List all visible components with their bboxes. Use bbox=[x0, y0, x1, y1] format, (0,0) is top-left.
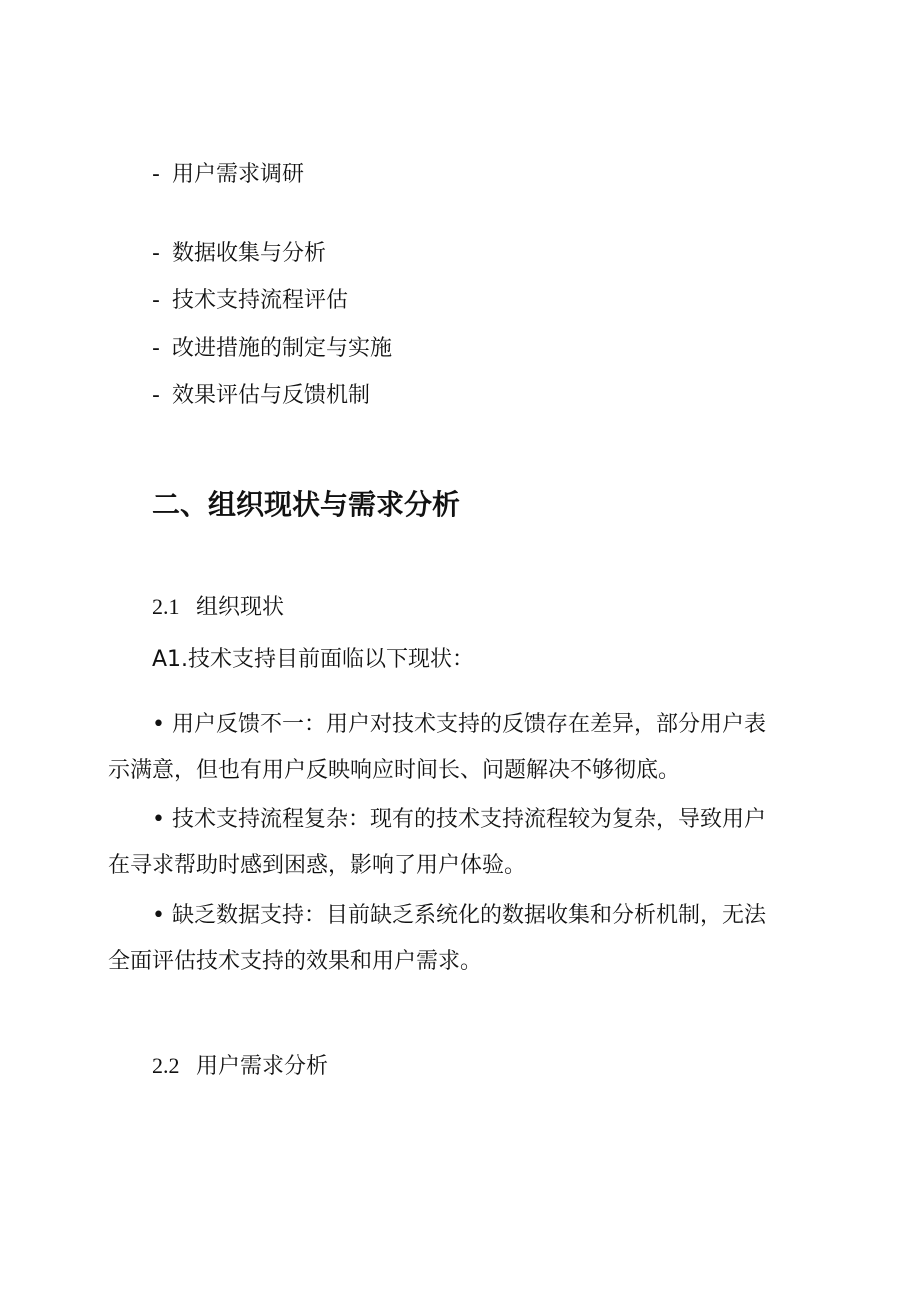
bullet-line: 在寻求帮助时感到困惑，影响了用户体验。 bbox=[108, 853, 527, 878]
bullet-paragraph bbox=[108, 893, 808, 985]
list-item bbox=[152, 286, 348, 316]
list-item bbox=[152, 239, 326, 269]
list-item-text: 数据收集与分析 bbox=[172, 241, 327, 266]
subsection-number: 2.1 bbox=[152, 594, 180, 619]
list-item-text: 用户需求调研 bbox=[172, 162, 305, 187]
bullet-line: 全面评估技术支持的效果和用户需求。 bbox=[108, 949, 483, 974]
bullet-line: 示满意，但也有用户反映响应时间长、问题解决不够彻底。 bbox=[108, 758, 681, 783]
list-item-text: 改进措施的制定与实施 bbox=[172, 336, 393, 361]
subsection-heading bbox=[152, 1051, 328, 1082]
bullet-paragraph bbox=[108, 702, 808, 794]
section-heading: 二、组织现状与需求分析 bbox=[152, 488, 461, 521]
list-item bbox=[152, 334, 392, 364]
list-item bbox=[152, 381, 370, 411]
subsection-number: 2.2 bbox=[152, 1053, 180, 1078]
bullet-paragraph bbox=[108, 797, 808, 889]
bullet-line: • 缺乏数据支持：目前缺乏系统化的数据收集和分析机制，无法 bbox=[152, 903, 766, 928]
list-marker: - bbox=[152, 383, 160, 408]
list-item-text: 技术支持流程评估 bbox=[172, 288, 349, 313]
list-marker: - bbox=[152, 336, 160, 361]
subsection-title: 用户需求分析 bbox=[196, 1054, 329, 1079]
bullet-line: • 技术支持流程复杂：现有的技术支持流程较为复杂，导致用户 bbox=[152, 807, 766, 832]
list-marker: - bbox=[152, 241, 160, 266]
bullet-line: • 用户反馈不一：用户对技术支持的反馈存在差异，部分用户表 bbox=[152, 712, 766, 737]
subsection-heading bbox=[152, 592, 284, 623]
list-marker: - bbox=[152, 162, 160, 187]
list-marker: - bbox=[152, 288, 160, 313]
subsection-title: 组织现状 bbox=[196, 595, 285, 620]
intro-line: A1.技术支持目前面临以下现状： bbox=[152, 647, 475, 672]
list-item-text: 效果评估与反馈机制 bbox=[172, 383, 371, 408]
list-item bbox=[152, 160, 304, 190]
